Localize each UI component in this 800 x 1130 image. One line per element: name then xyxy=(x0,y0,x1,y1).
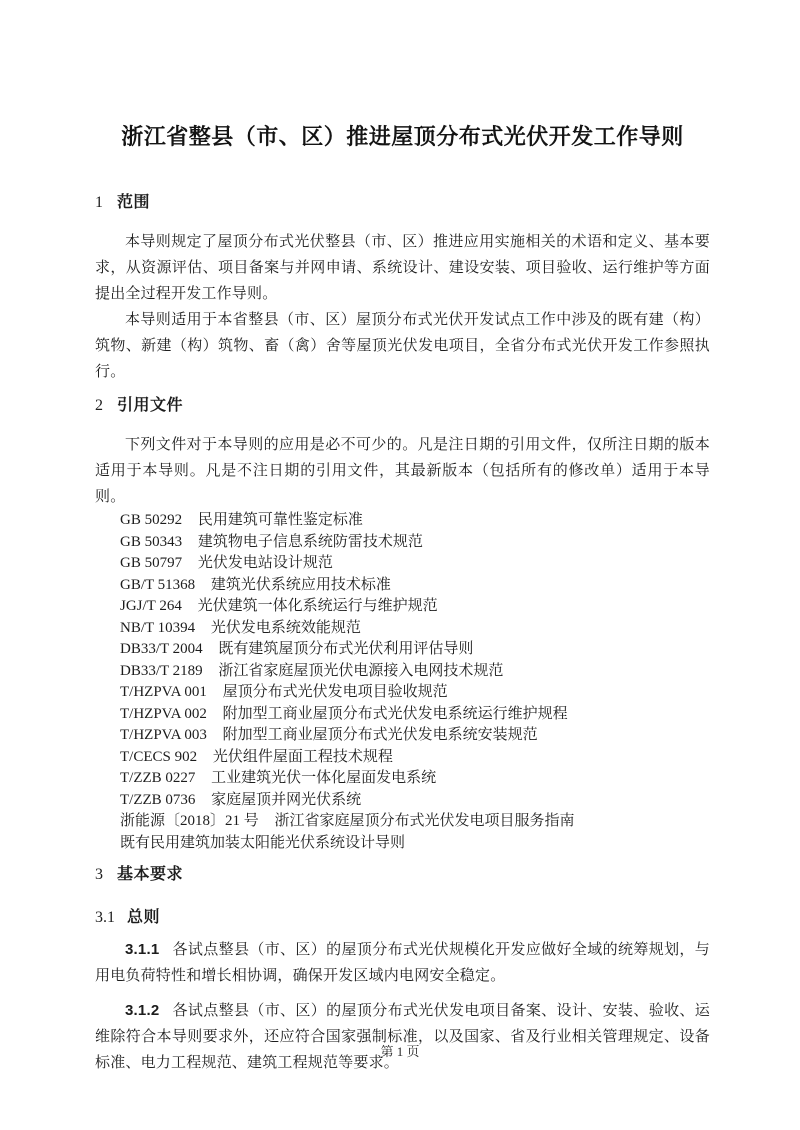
reference-code: DB33/T 2004 xyxy=(120,641,203,657)
reference-item xyxy=(120,532,710,554)
reference-name: 建筑光伏系统应用技术标准 xyxy=(210,576,391,593)
reference-item xyxy=(120,510,710,532)
reference-item xyxy=(120,553,710,575)
reference-code: GB/T 51368 xyxy=(120,576,196,593)
reference-name: 附加型工商业屋顶分布式光伏发电系统安装规范 xyxy=(222,727,538,743)
reference-item xyxy=(120,811,710,833)
reference-name: 民用建筑可靠性鉴定标准 xyxy=(197,512,363,528)
clause-text: 各试点整县（市、区）的屋顶分布式光伏发电项目备案、设计、安装、验收、运维除符合本导则要求外，还应符合国家强制标准，以及国家、省及行业相关管理规定、设备标准、电力工程规范、建筑工程规范等要求。 xyxy=(95,1003,710,1071)
scope-paragraph-1: 本导则规定了屋顶分布式光伏整县（市、区）推进应用实施相关的术语和定义、基本要求，从资源评估、项目备案与并网申请、系统设计、建设安装、项目验收、运行维护等方面提出全过程开发工作导则。 xyxy=(95,234,710,302)
section-number: 2 xyxy=(95,397,103,414)
section-basic-heading xyxy=(95,864,710,886)
section-scope xyxy=(95,192,710,385)
reference-item xyxy=(120,790,710,812)
reference-item xyxy=(120,768,710,790)
clause-number: 3.1.2 xyxy=(125,1002,160,1019)
reference-item xyxy=(120,639,710,661)
subsection-title: 总则 xyxy=(127,909,161,926)
reference-code: T/CECS 902 xyxy=(120,748,198,765)
reference-item xyxy=(120,833,710,855)
references-intro: 下列文件对于本导则的应用是必不可少的。凡是注日期的引用文件，仅所注日期的版本适用于本导则。凡是不注日期的引用文件，其最新版本（包括所有的修改单）适用于本导则。 xyxy=(95,437,710,505)
reference-name: 浙江省家庭屋顶光伏电源接入电网技术规范 xyxy=(218,662,504,679)
reference-item xyxy=(120,747,710,769)
section-references xyxy=(95,395,710,854)
reference-name: 家庭屋顶并网光伏系统 xyxy=(211,791,362,808)
subsection-general-heading xyxy=(95,908,710,928)
reference-name: 屋顶分布式光伏发电项目验收规范 xyxy=(222,684,448,700)
reference-name: 既有民用建筑加装太阳能光伏系统设计导则 xyxy=(120,834,406,851)
clause-3-1-1 xyxy=(95,937,710,989)
reference-code: GB 50343 xyxy=(120,533,183,550)
reference-item xyxy=(120,575,710,597)
reference-code: NB/T 10394 xyxy=(120,619,196,636)
reference-code: T/HZPVA 002 xyxy=(120,705,207,722)
reference-name: 光伏发电系统效能规范 xyxy=(210,619,361,636)
reference-code: T/ZZB 0736 xyxy=(120,791,196,808)
reference-code: JGJ/T 264 xyxy=(120,598,182,614)
reference-name: 光伏组件屋面工程技术规程 xyxy=(212,748,393,765)
reference-code: T/HZPVA 001 xyxy=(120,684,207,700)
reference-code: GB 50292 xyxy=(120,512,183,528)
reference-name: 附加型工商业屋顶分布式光伏发电系统运行维护规程 xyxy=(222,705,568,722)
clause-3-1-2 xyxy=(95,998,710,1076)
reference-code: GB 50797 xyxy=(120,555,183,571)
section-number: 1 xyxy=(95,194,103,211)
reference-name: 工业建筑光伏一体化屋面发电系统 xyxy=(211,770,437,786)
reference-name: 建筑物电子信息系统防雷技术规范 xyxy=(197,533,423,550)
clause-text: 各试点整县（市、区）的屋顶分布式光伏规模化开发应做好全域的统筹规划，与用电负荷特性和增长相协调，确保开发区域内电网安全稳定。 xyxy=(95,942,710,984)
section-references-heading xyxy=(95,395,710,417)
page-number: 第 1 页 xyxy=(380,1044,420,1059)
reference-item xyxy=(120,661,710,683)
reference-code: T/ZZB 0227 xyxy=(120,770,196,786)
reference-item xyxy=(120,725,710,747)
reference-code: DB33/T 2189 xyxy=(120,662,203,679)
section-title: 范围 xyxy=(117,194,151,211)
scope-paragraph-2: 本导则适用于本省整县（市、区）屋顶分布式光伏开发试点工作中涉及的既有建（构）筑物、新建（构）筑物、畜（禽）舍等屋顶光伏发电项目，全省分布式光伏开发工作参照执行。 xyxy=(95,312,710,380)
clause-number: 3.1.1 xyxy=(125,941,160,958)
reference-code: 浙能源〔2018〕21 号 xyxy=(120,813,259,829)
reference-item xyxy=(120,682,710,704)
reference-name: 光伏建筑一体化系统运行与维护规范 xyxy=(197,598,438,614)
reference-name: 既有建筑屋顶分布式光伏利用评估导则 xyxy=(218,641,474,657)
section-number: 3 xyxy=(95,866,103,883)
subsection-number: 3.1 xyxy=(95,909,115,926)
document-title: 浙江省整县（市、区）推进屋顶分布式光伏开发工作导则 xyxy=(121,124,684,149)
reference-item xyxy=(120,596,710,618)
reference-name: 光伏发电站设计规范 xyxy=(197,555,333,571)
section-title: 基本要求 xyxy=(117,866,184,883)
section-title: 引用文件 xyxy=(117,397,184,414)
reference-item xyxy=(120,618,710,640)
reference-code: T/HZPVA 003 xyxy=(120,727,207,743)
reference-item xyxy=(120,704,710,726)
reference-name: 浙江省家庭屋顶分布式光伏发电项目服务指南 xyxy=(274,813,575,829)
reference-list xyxy=(95,510,710,854)
section-scope-heading xyxy=(95,192,710,214)
